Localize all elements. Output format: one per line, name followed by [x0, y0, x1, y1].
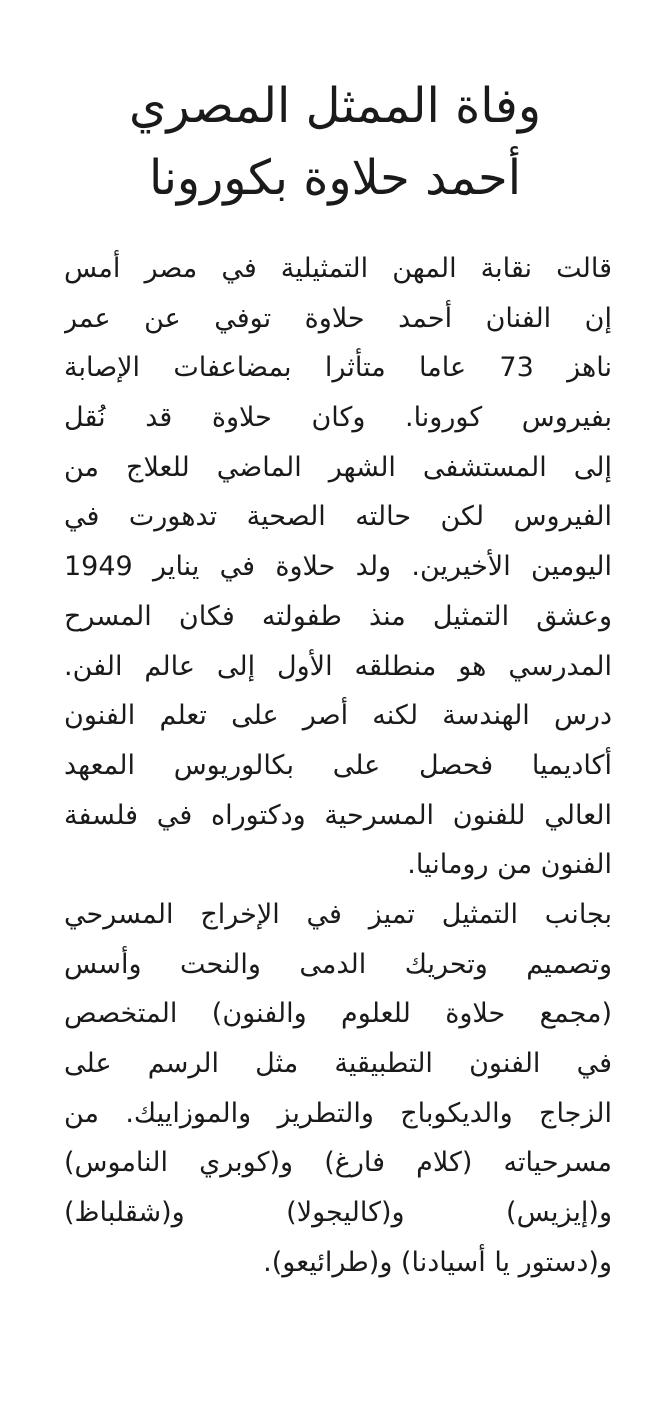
paragraph-line: وعشق التمثيل منذ طفولته فكان المسرح [64, 600, 612, 632]
paragraph-line: قالت نقابة المهن التمثيلية في مصر أمس [64, 253, 612, 284]
paragraph-line: مسرحياته (كلام فارغ) و(كوبري الناموس) [64, 1147, 612, 1179]
paragraph-line: في الفنون التطبيقية مثل الرسم على [64, 1048, 612, 1079]
paragraph-line: بجانب التمثيل تميز في الإخراج المسرحي [64, 898, 612, 930]
paragraph-line: العالي للفنون المسرحية ودكتوراه في فلسفة [64, 799, 612, 831]
paragraph-line: درس الهندسة لكنه أصر على تعلم الفنون [64, 700, 612, 732]
paragraph-line: اليومين الأخيرين. ولد حلاوة في يناير 1949 [64, 551, 612, 583]
paragraph-line: الفنون من رومانيا. [407, 849, 612, 881]
paragraph-line: و(دستور يا أسيادنا) و(طرائيعو). [263, 1246, 612, 1278]
paragraph-line: ناهز 73 عاما متأثرا بمضاعفات الإصابة [64, 352, 612, 384]
paragraph-line: وتصميم وتحريك الدمى والنحت وأسس [64, 948, 612, 980]
article-body [64, 244, 612, 1287]
paragraph-line: بفيروس كورونا. وكان حلاوة قد نُقل [64, 402, 612, 434]
paragraph-line: أكاديميا فحصل على بكالوريوس المعهد [64, 749, 612, 781]
paragraph-line: إن الفنان أحمد حلاوة توفي عن عمر [64, 302, 612, 334]
article-headline [0, 70, 670, 214]
paragraph-line: الفيروس لكن حالته الصحية تدهورت في [64, 501, 612, 533]
paragraph-line: إلى المستشفى الشهر الماضي للعلاج من [64, 451, 612, 483]
headline-line: وفاة الممثل المصري [128, 78, 542, 134]
headline-line: أحمد حلاوة بكورونا [148, 150, 522, 206]
paragraph-line: المدرسي هو منطلقه الأول إلى عالم الفن. [64, 650, 612, 682]
paragraph-line: الزجاج والديكوباج والتطريز والموزاييك. من [64, 1097, 612, 1129]
article-paragraph [64, 244, 612, 890]
article-paragraph [64, 890, 612, 1288]
paragraph-line: و(إيزيس) و(كاليجولا) و(شقلباظ) [64, 1197, 612, 1229]
paragraph-line: (مجمع حلاوة للعلوم والفنون) المتخصص [64, 998, 612, 1030]
